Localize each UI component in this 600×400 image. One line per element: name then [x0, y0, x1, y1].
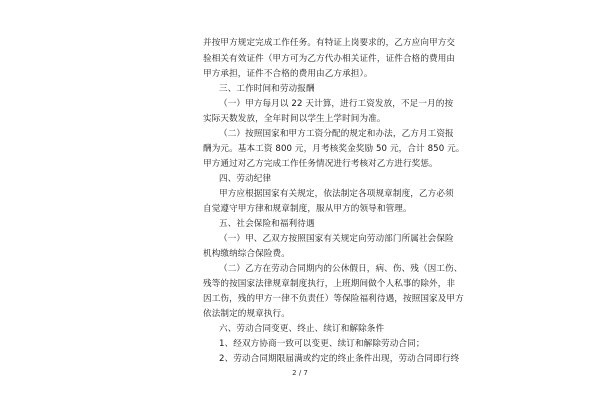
text-line-12: 自觉遵守甲方律和规章制度，服从甲方的领导和管理。 — [203, 204, 412, 214]
text-line-18: 因工伤，残的甲方一律不负责任）等保险福利待遇，按照国家及甲方 — [203, 294, 464, 304]
section-heading-discipline: 四、劳动纪律 — [219, 174, 272, 184]
text-line-14: （一）甲、乙双方按照国家有关规定向劳动部门所属社会保险 — [219, 234, 454, 244]
text-line-15: 机构缴纳综合保险费。 — [203, 249, 290, 259]
text-line-9: 甲方通过对乙方完成工作任务情况进行考核对乙方进行奖惩。 — [203, 159, 438, 169]
text-line-17: 残等的按国家法律规章制度执行，上班期间做个人私事的除外，非 — [203, 279, 456, 289]
page-number: 2 / 7 — [292, 369, 308, 377]
text-line-1: 并按甲方规定完成工作任务。有特证上岗要求的，乙方应向甲方交 — [203, 38, 456, 48]
section-heading-contract-change: 六、劳动合同变更、终止、续订和解除条件 — [219, 324, 385, 334]
text-line-22: 2、劳动合同期限届满或约定的终止条件出现，劳动合同即行终 — [219, 354, 460, 364]
text-line-11: 甲方应根据国家有关规定，依法制定各项规章制度，乙方必须 — [219, 189, 454, 199]
text-line-19: 依法制定的规章执行。 — [203, 309, 290, 319]
text-line-21: 1、经双方协商一致可以变更、续订和解除劳动合同； — [219, 339, 425, 349]
text-line-6: 实际天数发放，全年时间以学生上学时间为准。 — [203, 114, 386, 124]
text-line-2: 验相关有效证件（甲方可为乙方代办相关证件，证件合格的费用由 — [203, 54, 456, 64]
text-line-5: （一）甲方每月以 22 天计算，进行工资发放，不足一月的按 — [219, 99, 454, 109]
text-line-3: 甲方承担，证件不合格的费用由乙方承担）。 — [203, 69, 373, 79]
section-heading-work-hours: 三、工作时间和劳动报酬 — [219, 84, 315, 94]
section-heading-insurance: 五、社会保险和福利待遇 — [219, 219, 315, 229]
text-line-16: （二）乙方在劳动合同期内的公休假日，病、伤、残（因工伤、 — [219, 264, 463, 274]
text-line-7: （二）按照国家和甲方工资分配的规定和办法，乙方月工资报 — [219, 129, 454, 139]
text-line-8: 酬为元。基本工资 800 元，月考核奖金奖励 50 元，合计 850 元。 — [203, 144, 465, 154]
